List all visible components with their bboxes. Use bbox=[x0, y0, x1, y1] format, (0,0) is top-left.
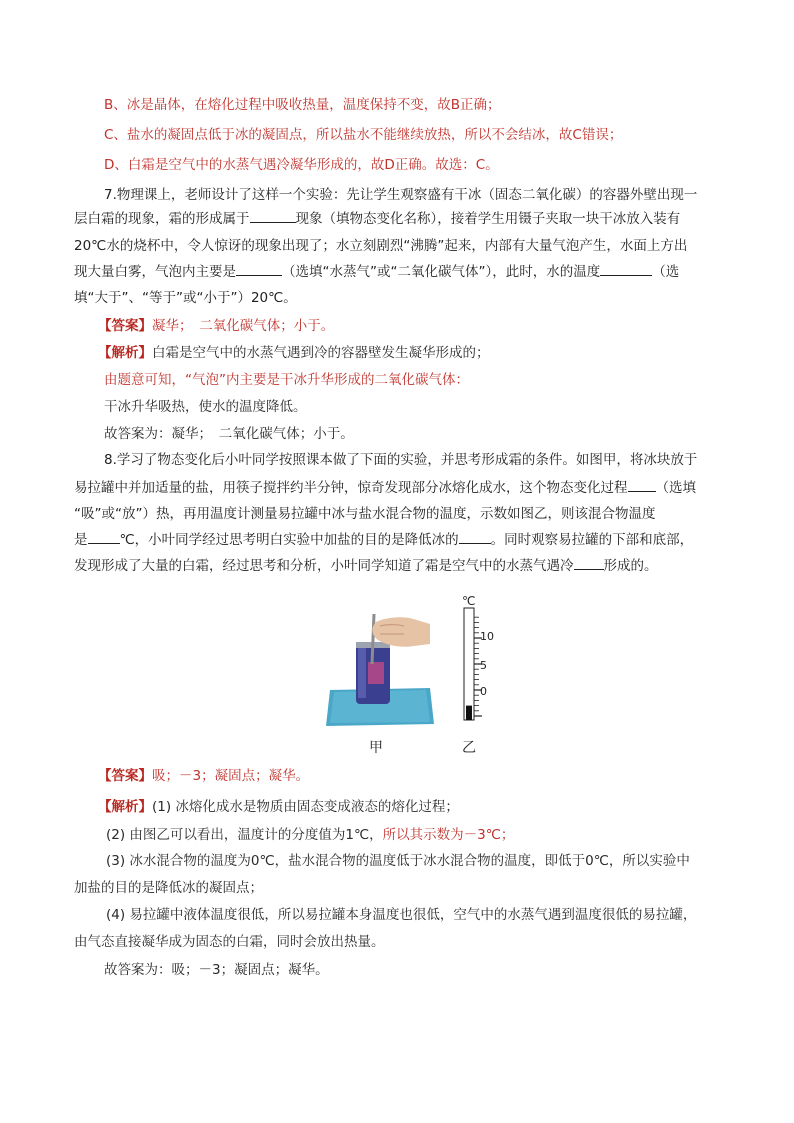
q8-line-5: 发现形成了大量的白霜，经过思考和分析，小叶同学知道了霜是空气中的水蒸气遇冷 形成的。 bbox=[74, 558, 658, 574]
q8-analysis-2: (2) 由图乙可以看出，温度计的分度值为1℃，所以其示数为－3℃； bbox=[106, 827, 515, 843]
q8-analysis-3: (3) 冰水混合物的温度为0℃，盐水混合物的温度低于冰水混合物的温度，即低于0℃，所以实验中 bbox=[106, 853, 690, 869]
q7-line-2: 层白霜的现象，霜的形成属于 现象（填物态变化名称），接着学生用镊子夹取一块干冰放入装有 bbox=[74, 211, 681, 227]
figure-label-left: 甲 bbox=[369, 740, 383, 756]
q7-answer: 【答案】凝华； 二氧化碳气体；小于。 bbox=[98, 318, 335, 334]
q7-line-5: 填“大于”、“等于”或“小于”）20℃。 bbox=[74, 290, 297, 306]
q6-option-c: C、盐水的凝固点低于冰的凝固点，所以盐水不能继续放热，所以不会结冰，故C错误； bbox=[104, 127, 623, 143]
tick-label-0: 0 bbox=[480, 685, 487, 698]
figure-label-right: 乙 bbox=[462, 740, 476, 756]
stirring-rod bbox=[372, 614, 374, 664]
can-experiment-photo bbox=[326, 604, 436, 728]
q8-answer: 【答案】吸；－3；凝固点；凝华。 bbox=[98, 768, 310, 784]
q6-option-d: D、白霜是空气中的水蒸气遇冷凝华形成的，故D正确。故选：C。 bbox=[104, 157, 499, 173]
q7-line-3: 20℃水的烧杯中，令人惊讶的现象出现了；水立刻剧烈“沸腾”起来，内部有大量气泡产生，水面上方出 bbox=[74, 238, 688, 254]
blank bbox=[628, 479, 656, 492]
blank bbox=[459, 531, 491, 544]
tick-label-5: 5 bbox=[480, 659, 487, 672]
q7-line-1: 7.物理课上，老师设计了这样一个实验：先让学生观察盛有干冰（固态二氧化碳）的容器外壁出现一 bbox=[104, 187, 698, 203]
q7-analysis-3: 干冰升华吸热，使水的温度降低。 bbox=[104, 399, 307, 415]
thermometer-mercury bbox=[466, 706, 472, 720]
blank bbox=[574, 557, 604, 570]
q8-line-3: “吸”或“放”）热，再用温度计测量易拉罐中冰与盐水混合物的温度，示数如图乙，则该混合物温度 bbox=[74, 506, 656, 522]
q7-line-4: 现大量白雾，气泡内主要是 （选填“水蒸气”或“二氧化碳气体”），此时，水的温度 （选 bbox=[74, 264, 680, 280]
blank bbox=[600, 263, 652, 276]
q7-conclusion: 故答案为：凝华； 二氧化碳气体；小于。 bbox=[104, 426, 354, 442]
thermometer-figure bbox=[452, 594, 496, 728]
q8-line-1: 8.学习了物态变化后小叶同学按照课本做了下面的实验，并思考形成霜的条件。如图甲，将冰块放于 bbox=[104, 452, 698, 468]
q8-analysis-4b: 由气态直接凝华成为固态的白霜，同时会放出热量。 bbox=[74, 934, 385, 950]
tick-label-10: 10 bbox=[480, 630, 494, 643]
blank bbox=[88, 531, 120, 544]
q8-line-4: 是 ℃，小叶同学经过思考明白实验中加盐的目的是降低冰的 。同时观察易拉罐的下部和底部， bbox=[74, 532, 694, 548]
blank bbox=[236, 263, 282, 276]
q8-analysis-3b: 加盐的目的是降低冰的凝固点； bbox=[74, 880, 263, 896]
q6-option-b: B、冰是晶体，在熔化过程中吸收热量，温度保持不变，故B正确； bbox=[104, 97, 501, 113]
thermometer-unit: ℃ bbox=[462, 594, 476, 608]
blank bbox=[250, 210, 296, 223]
q7-analysis-2: 由题意可知，“气泡”内主要是干冰升华形成的二氧化碳气体： bbox=[104, 372, 469, 388]
q8-conclusion: 故答案为：吸；－3；凝固点；凝华。 bbox=[104, 962, 329, 978]
thermometer-tube bbox=[464, 608, 474, 720]
q8-analysis-1: 【解析】(1) 冰熔化成水是物质由固态变成液态的熔化过程； bbox=[98, 799, 459, 815]
q8-analysis-4: (4) 易拉罐中液体温度很低，所以易拉罐本身温度也很低，空气中的水蒸气遇到温度很低的易拉罐， bbox=[106, 907, 697, 923]
q8-line-2: 易拉罐中并加适量的盐，用筷子搅拌约半分钟，惊奇发现部分冰熔化成水，这个物态变化过程 （选填 bbox=[74, 480, 696, 496]
q7-analysis-1: 【解析】白霜是空气中的水蒸气遇到冷的容器壁发生凝华形成的； bbox=[98, 345, 490, 361]
